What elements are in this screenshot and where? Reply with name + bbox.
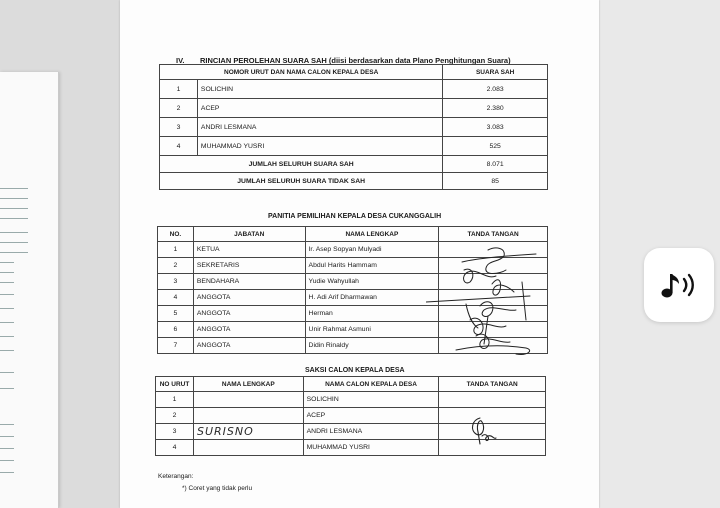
signature-cell — [439, 274, 548, 290]
vote-results-table — [159, 64, 548, 190]
section-title: RINCIAN PEROLEHAN SUARA SAH (diisi berdasarkan data Plano Penghitungan Suara) — [200, 56, 511, 65]
candidate-name: ANDRI LESMANA — [303, 424, 439, 440]
full-name: Unir Rahmat Asmuni — [305, 322, 439, 338]
candidate-name: ANDRI LESMANA — [197, 118, 442, 137]
table-row — [160, 80, 548, 99]
total-valid-value: 8.071 — [443, 156, 548, 173]
position: ANGGOTA — [193, 306, 305, 322]
signature-cell — [439, 440, 546, 456]
position: BENDAHARA — [193, 274, 305, 290]
row-no: 2 — [158, 258, 194, 274]
table-row — [156, 440, 546, 456]
row-no: 6 — [158, 322, 194, 338]
table-row — [158, 290, 548, 306]
header-full-name: NAMA LENGKAP — [305, 227, 439, 242]
vote-count: 2.380 — [443, 99, 548, 118]
table-row — [160, 99, 548, 118]
table-row — [156, 424, 546, 440]
candidate-name: MUHAMMAD YUSRI — [197, 137, 442, 156]
section-number: IV. — [176, 56, 185, 65]
position: ANGGOTA — [193, 338, 305, 354]
witness-name — [193, 408, 303, 424]
full-name: Yudie Wahyullah — [305, 274, 439, 290]
total-valid-row — [160, 156, 548, 173]
vote-count: 2.083 — [443, 80, 548, 99]
table-row — [158, 322, 548, 338]
total-invalid-row — [160, 173, 548, 190]
witness-name: SURISNO — [193, 424, 303, 440]
row-no: 2 — [156, 408, 194, 424]
candidate-name: ACEP — [303, 408, 439, 424]
row-no: 3 — [160, 118, 198, 137]
signature-cell — [439, 338, 548, 354]
table-row — [156, 408, 546, 424]
total-invalid-label: JUMLAH SELURUH SUARA TIDAK SAH — [160, 173, 443, 190]
header-order-no: NO URUT — [156, 377, 194, 392]
position: ANGGOTA — [193, 290, 305, 306]
full-name: H. Adi Arif Dharmawan — [305, 290, 439, 306]
candidate-name: MUHAMMAD YUSRI — [303, 440, 439, 456]
witness-name — [193, 440, 303, 456]
header-position: JABATAN — [193, 227, 305, 242]
candidate-name: SOLICHIN — [303, 392, 439, 408]
candidate-name: ACEP — [197, 99, 442, 118]
table-row — [160, 137, 548, 156]
header-signature: TANDA TANGAN — [439, 377, 546, 392]
table-row — [160, 118, 548, 137]
header-candidate-name: NAMA CALON KEPALA DESA — [303, 377, 439, 392]
row-no: 2 — [160, 99, 198, 118]
notes-text: *) Coret yang tidak perlu — [182, 485, 253, 492]
signature-cell — [439, 258, 548, 274]
table-row — [158, 258, 548, 274]
position: ANGGOTA — [193, 322, 305, 338]
row-no: 3 — [158, 274, 194, 290]
total-valid-label: JUMLAH SELURUH SUARA SAH — [160, 156, 443, 173]
adjacent-document-preview[interactable] — [0, 72, 59, 508]
witnesses-title: SAKSI CALON KEPALA DESA — [305, 367, 405, 374]
vote-count: 3.083 — [443, 118, 548, 137]
vote-count: 525 — [443, 137, 548, 156]
full-name: Ir. Asep Sopyan Mulyadi — [305, 242, 439, 258]
full-name: Herman — [305, 306, 439, 322]
signature-cell — [439, 242, 548, 258]
row-no: 3 — [156, 424, 194, 440]
row-no: 4 — [160, 137, 198, 156]
witness-name — [193, 392, 303, 408]
audio-note-icon — [659, 270, 699, 300]
committee-table — [157, 226, 548, 354]
witnesses-table — [155, 376, 546, 456]
position: SEKRETARIS — [193, 258, 305, 274]
signature-cell — [439, 306, 548, 322]
audio-play-button[interactable] — [644, 248, 714, 322]
total-invalid-value: 85 — [443, 173, 548, 190]
row-no: 4 — [156, 440, 194, 456]
row-no: 5 — [158, 306, 194, 322]
header-votes: SUARA SAH — [443, 65, 548, 80]
table-row — [156, 392, 546, 408]
row-no: 1 — [156, 392, 194, 408]
signature-cell — [439, 424, 546, 440]
row-no: 1 — [158, 242, 194, 258]
signature-cell — [439, 290, 548, 306]
header-signature: TANDA TANGAN — [439, 227, 548, 242]
header-full-name: NAMA LENGKAP — [193, 377, 303, 392]
committee-title: PANITIA PEMILIHAN KEPALA DESA CUKANGGALIH — [268, 213, 442, 220]
position: KETUA — [193, 242, 305, 258]
row-no: 4 — [158, 290, 194, 306]
row-no: 7 — [158, 338, 194, 354]
header-no: NO. — [158, 227, 194, 242]
table-row — [158, 274, 548, 290]
full-name: Abdul Harits Hammam — [305, 258, 439, 274]
header-candidate: NOMOR URUT DAN NAMA CALON KEPALA DESA — [160, 65, 443, 80]
signature-cell — [439, 392, 546, 408]
signature-cell — [439, 408, 546, 424]
table-row — [158, 306, 548, 322]
candidate-name: SOLICHIN — [197, 80, 442, 99]
signature-cell — [439, 322, 548, 338]
full-name: Didin Rinaldy — [305, 338, 439, 354]
row-no: 1 — [160, 80, 198, 99]
notes-label: Keterangan: — [158, 473, 194, 480]
table-row — [158, 242, 548, 258]
table-row — [158, 338, 548, 354]
